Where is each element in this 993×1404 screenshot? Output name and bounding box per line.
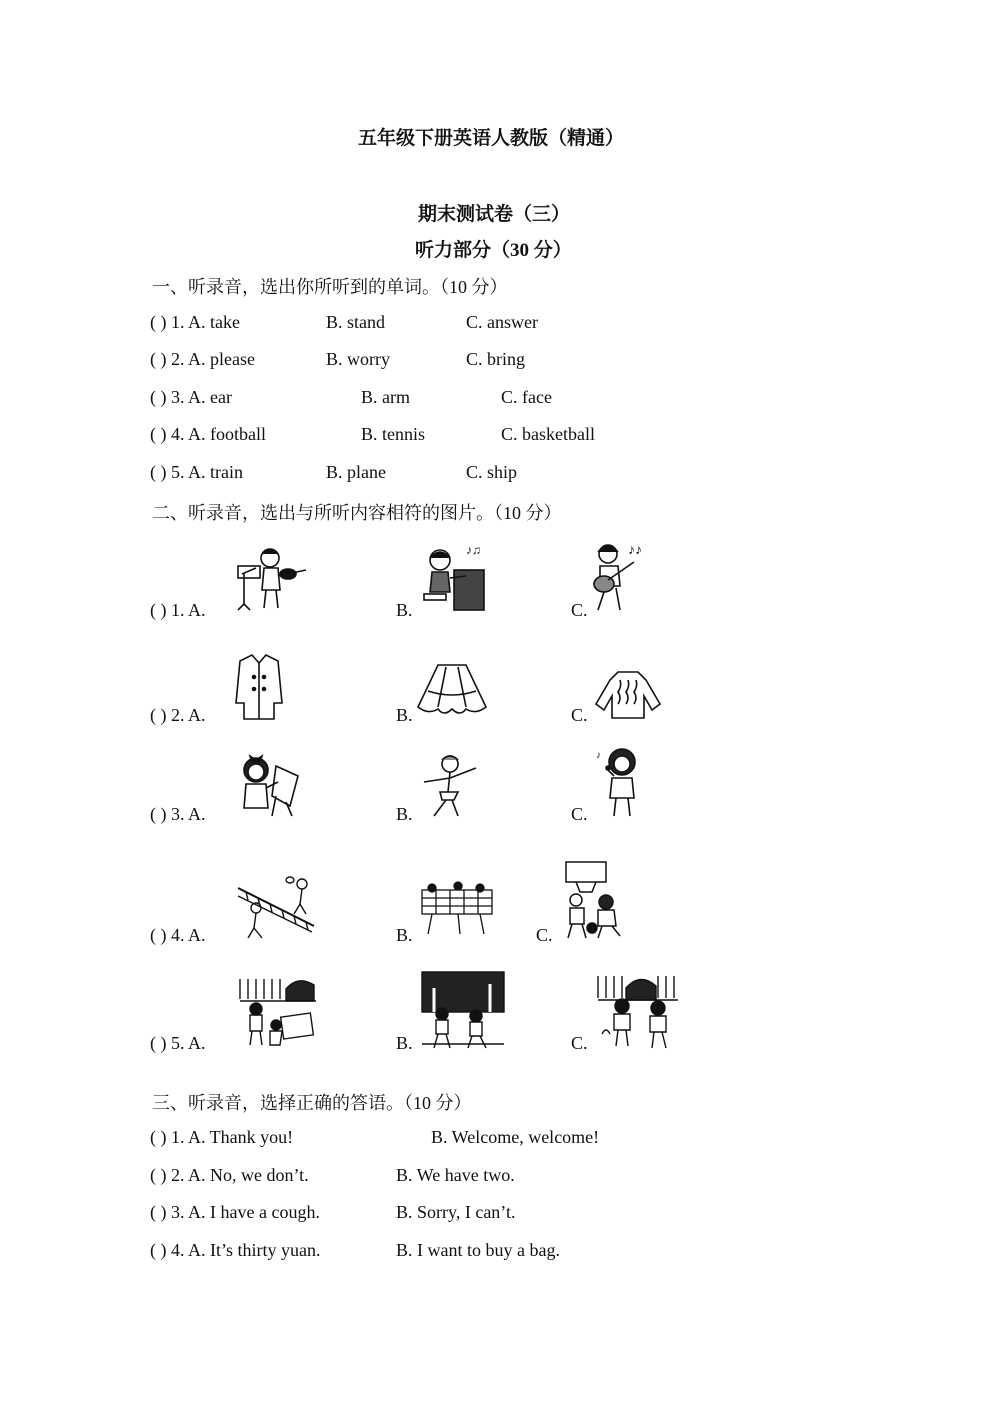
s2-item-2-b-label: B. <box>396 705 413 725</box>
basketball-players-image <box>562 860 632 940</box>
guitar-player-image <box>588 540 654 612</box>
s3-item-4-a: ( ) 4. A. It’s thirty yuan. <box>150 1240 321 1260</box>
s2-item-2-a-label: ( ) 2. A. <box>150 705 206 725</box>
s3-item-1-b: B. Welcome, welcome! <box>431 1127 600 1147</box>
s1-item-3-a: ( ) 3. A. ear <box>150 387 232 407</box>
girl-singing-image <box>596 746 644 818</box>
skirt-image <box>416 663 488 719</box>
kids-walking-park-image <box>420 970 506 1050</box>
s3-item-3-b: B. Sorry, I can’t. <box>396 1202 516 1222</box>
s3-item-2-b: B. We have two. <box>396 1165 515 1185</box>
svg-text:♪♪: ♪♪ <box>628 543 642 558</box>
s2-item-5-a-label: ( ) 5. A. <box>150 1033 206 1053</box>
s1-item-1-c: C. answer <box>466 312 538 332</box>
s3-item-3-a: ( ) 3. A. I have a cough. <box>150 1202 320 1222</box>
s3-item-1-a: ( ) 1. A. Thank you! <box>150 1127 294 1147</box>
s1-item-2-a: ( ) 2. A. please <box>150 349 255 369</box>
s2-item-3-a-label: ( ) 3. A. <box>150 804 206 824</box>
s1-item-5-c: C. ship <box>466 462 518 482</box>
document-title: 五年级下册英语人教版（精通） <box>358 128 625 149</box>
svg-text:♪♫: ♪♫ <box>466 544 481 557</box>
s2-item-5-c-label: C. <box>571 1033 588 1053</box>
section1-heading: 一、听录音，选出你所听到的单词。（10 分） <box>152 277 508 297</box>
s1-item-5-b: B. plane <box>326 462 386 482</box>
tennis-players-image <box>236 874 316 940</box>
s1-item-1-a: ( ) 1. A. take <box>150 312 240 332</box>
s1-item-4-c: C. basketball <box>501 424 595 444</box>
piano-player-image <box>418 544 488 614</box>
s1-item-1-b: B. stand <box>326 312 386 332</box>
girl-dancing-image <box>420 750 480 820</box>
coat-image <box>234 653 284 721</box>
exam-subtitle: 期末测试卷（三） <box>418 204 571 225</box>
s2-item-4-a-label: ( ) 4. A. <box>150 925 206 945</box>
s2-item-5-b-label: B. <box>396 1033 413 1053</box>
kids-drawing-outdoors-image <box>238 975 318 1047</box>
s2-item-1-c-label: C. <box>571 600 588 620</box>
s2-item-3-b-label: B. <box>396 804 413 824</box>
s2-item-1-b-label: B. <box>396 600 413 620</box>
s3-item-4-b: B. I want to buy a bag. <box>396 1240 560 1260</box>
s1-item-4-b: B. tennis <box>361 424 426 444</box>
violin-player-image <box>234 544 310 612</box>
kids-talking-outdoors-image <box>596 972 680 1050</box>
section3-heading: 三、听录音，选择正确的答语。（10 分） <box>152 1093 472 1113</box>
s1-item-2-c: C. bring <box>466 349 526 369</box>
svg-text:♪: ♪ <box>596 750 601 761</box>
s1-item-5-a: ( ) 5. A. train <box>150 462 243 482</box>
s1-item-3-b: B. arm <box>361 387 410 407</box>
s1-item-2-b: B. worry <box>326 349 390 369</box>
s2-item-4-b-label: B. <box>396 925 413 945</box>
s2-item-1-a-label: ( ) 1. A. <box>150 600 206 620</box>
girl-painting-image <box>236 752 304 818</box>
volleyball-players-image <box>418 880 496 936</box>
s1-item-3-c: C. face <box>501 387 552 407</box>
part-heading: 听力部分（30 分） <box>415 240 572 261</box>
s3-item-2-a: ( ) 2. A. No, we don’t. <box>150 1165 309 1185</box>
s2-item-2-c-label: C. <box>571 705 588 725</box>
section2-heading: 二、听录音，选出与所听内容相符的图片。（10 分） <box>152 503 562 523</box>
sweater-image <box>594 670 662 720</box>
s2-item-3-c-label: C. <box>571 804 588 824</box>
s2-item-4-c-label: C. <box>536 925 553 945</box>
s1-item-4-a: ( ) 4. A. football <box>150 424 266 444</box>
